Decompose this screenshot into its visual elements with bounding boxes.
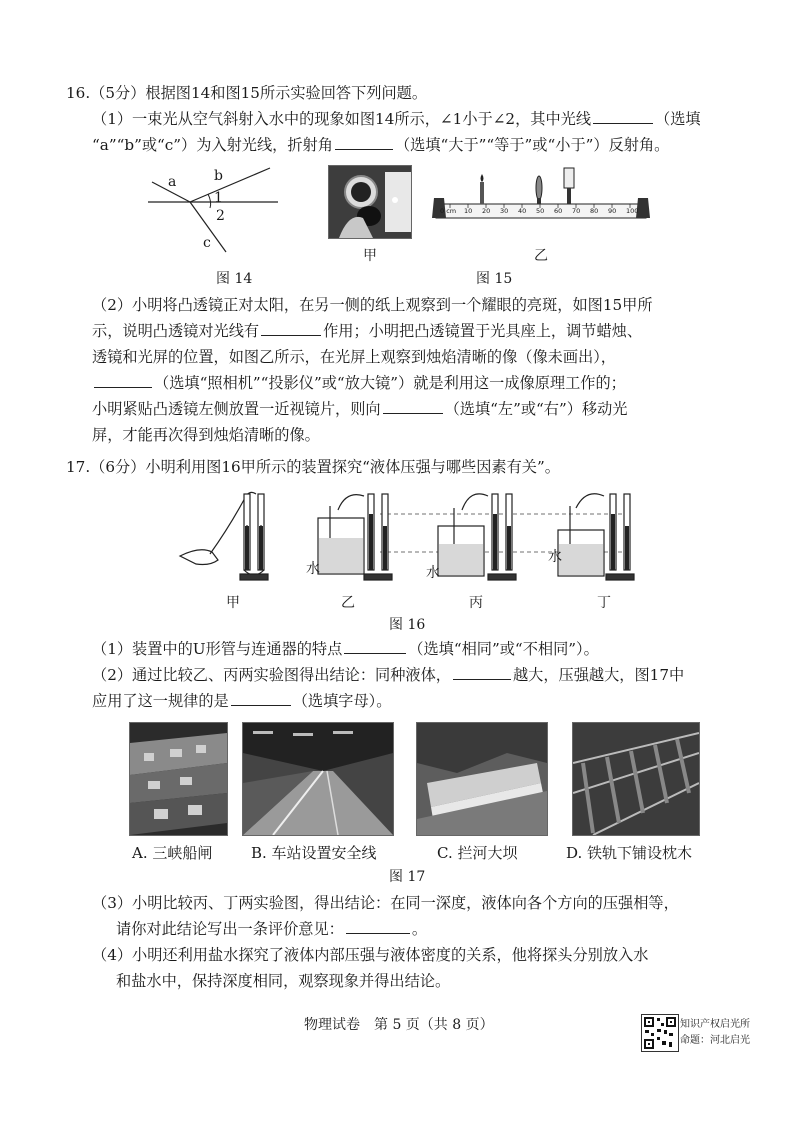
q17-part2-line1 — [92, 664, 684, 686]
q17-part2-text-c: 应用了这一规律的是 — [92, 692, 229, 710]
q16-part1-text-a: （1）一束光从空气斜射入水中的现象如图14所示，∠1小于∠2，其中光线 — [92, 110, 592, 128]
fig14-label-c: c — [203, 235, 211, 251]
tick-label: 90 — [608, 207, 617, 215]
tick-label: 80 — [590, 207, 599, 215]
corner-watermark-line1: 知识产权启光所 — [680, 1019, 750, 1030]
q16-part2-line3: 透镜和光屏的位置，如图乙所示，在光屏上观察到烛焰清晰的像（像未画出）， — [92, 348, 616, 366]
fig17-photo-c-river-dam — [416, 722, 548, 836]
qr-code-icon — [641, 1014, 679, 1052]
q17-part2-text-b: 越大，压强越大，图17中 — [512, 666, 685, 684]
answer-blank[interactable] — [261, 320, 321, 336]
fig15-optical-bench — [432, 168, 652, 226]
page-footer: 物理试卷 第 5 页（共 8 页） — [304, 1017, 494, 1033]
answer-blank[interactable] — [94, 372, 152, 388]
tick-label: 40 — [518, 207, 527, 215]
tick-label: 100 — [626, 207, 639, 215]
q16-stem: 16.（5分）根据图14和图15所示实验回答下列问题。 — [66, 84, 428, 102]
answer-blank[interactable] — [593, 108, 653, 124]
q17-part2-text-a: （2）通过比较乙、丙两实验图得出结论：同种液体， — [92, 666, 451, 684]
fig16-ding-label: 丁 — [597, 595, 611, 611]
answer-blank[interactable] — [335, 134, 393, 150]
q17-part1-text-a: （1）装置中的U形管与连通器的特点 — [92, 640, 343, 658]
q16-part1-text-c: “a”“b”或“c”）为入射光线，折射角 — [92, 136, 333, 154]
fig14-label-2: 2 — [216, 208, 225, 224]
answer-blank[interactable] — [346, 918, 410, 934]
fig15-ruler-ticks — [440, 207, 640, 217]
fig17-photo-d-railway-sleepers — [572, 722, 700, 836]
q17-part3-text-b: 请你对此结论写出一条评价意见： — [116, 920, 344, 938]
corner-watermark-line2: 命题：河北启光 — [680, 1035, 750, 1046]
fig17-option-d: D. 铁轨下铺设枕木 — [566, 844, 693, 862]
fig16-pressure-experiment — [170, 486, 640, 586]
q17-part2-line2 — [92, 690, 391, 712]
q16-part2-line6: 屏，才能再次得到烛焰清晰的像。 — [92, 426, 320, 444]
q17-part3-text-c: 。 — [411, 920, 427, 938]
q16-part2-line2 — [92, 320, 642, 342]
fig17-caption: 图 17 — [389, 869, 426, 885]
q16-part2-text-b: 作用；小明把凸透镜置于光具座上，调节蜡烛、 — [323, 322, 642, 340]
q17-part4-line1: （4）小明还利用盐水探究了液体内部压强与液体密度的关系，他将探头分别放入水 — [92, 946, 649, 964]
fig17-photo-b-station-safety-line — [242, 722, 394, 836]
tick-label: 60 — [554, 207, 563, 215]
fig17-option-b: B. 车站设置安全线 — [251, 844, 377, 862]
fig14-label-1: 1 — [214, 190, 223, 206]
fig16-water-label-ding: 水 — [548, 549, 562, 565]
fig17-option-c: C. 拦河大坝 — [437, 844, 518, 862]
fig14-label-b: b — [214, 168, 223, 184]
q17-stem: 17.（6分）小明利用图16甲所示的装置探究“液体压强与哪些因素有关”。 — [66, 458, 560, 476]
fig17-photo-a-ship-lock — [129, 722, 228, 836]
fig16-bing-label: 丙 — [469, 595, 483, 611]
q16-part1-line1 — [92, 108, 701, 130]
fig15-jia-photo — [328, 165, 412, 239]
answer-blank[interactable] — [453, 664, 511, 680]
tick-label: 10 — [464, 207, 473, 215]
q16-part2-line1: （2）小明将凸透镜正对太阳，在另一侧的纸上观察到一个耀眼的亮斑，如图15甲所 — [92, 296, 653, 314]
q16-part2-line4 — [92, 372, 626, 394]
fig17-option-a: A. 三峡船闸 — [132, 844, 213, 862]
fig15-caption: 图 15 — [476, 271, 513, 287]
fig16-water-label-yi: 水 — [306, 561, 320, 577]
q16-part1-text-b: （选填 — [655, 110, 701, 128]
q16-part2-line5 — [92, 398, 628, 420]
tick-label: 50 — [536, 207, 545, 215]
fig16-water-label-bing: 水 — [426, 565, 440, 581]
answer-blank[interactable] — [383, 398, 443, 414]
fig15-jia-label: 甲 — [363, 248, 377, 264]
tick-label: 70 — [572, 207, 581, 215]
fig16-yi-label: 乙 — [341, 595, 355, 611]
q16-part2-text-e: （选填“左”或“右”）移动光 — [444, 400, 628, 418]
answer-blank[interactable] — [344, 638, 406, 654]
tick-label: 30 — [500, 207, 509, 215]
fig14-label-a: a — [168, 174, 177, 190]
q17-part3-line2 — [116, 918, 427, 940]
q17-part4-line2: 和盐水中，保持深度相同，观察现象并得出结论。 — [116, 972, 451, 990]
fig15-yi-label: 乙 — [534, 248, 548, 264]
fig16-jia-label: 甲 — [226, 595, 240, 611]
q16-part2-text-d: 小明紧贴凸透镜左侧放置一近视镜片，则向 — [92, 400, 381, 418]
q17-part2-text-d: （选填字母）。 — [292, 692, 392, 710]
q17-part1-text-b: （选填“相同”或“不相同”）。 — [408, 640, 599, 658]
fig16-caption: 图 16 — [389, 617, 426, 633]
q16-part2-text-c: （选填“照相机”“投影仪”或“放大镜”）就是利用这一成像原理工作的； — [154, 374, 626, 392]
q17-part3-line1: （3）小明比较丙、丁两实验图，得出结论：在同一深度，液体向各个方向的压强相等， — [92, 894, 679, 912]
q16-part2-text-a: 示，说明凸透镜对光线有 — [92, 322, 260, 340]
tick-label: 0 cm — [440, 207, 457, 215]
fig14-caption: 图 14 — [216, 271, 253, 287]
answer-blank[interactable] — [231, 690, 291, 706]
tick-label: 20 — [482, 207, 491, 215]
q17-part1 — [92, 638, 599, 660]
q16-part1-line2 — [92, 134, 669, 156]
q16-part1-text-d: （选填“大于”“等于”或“小于”）反射角。 — [394, 136, 670, 154]
